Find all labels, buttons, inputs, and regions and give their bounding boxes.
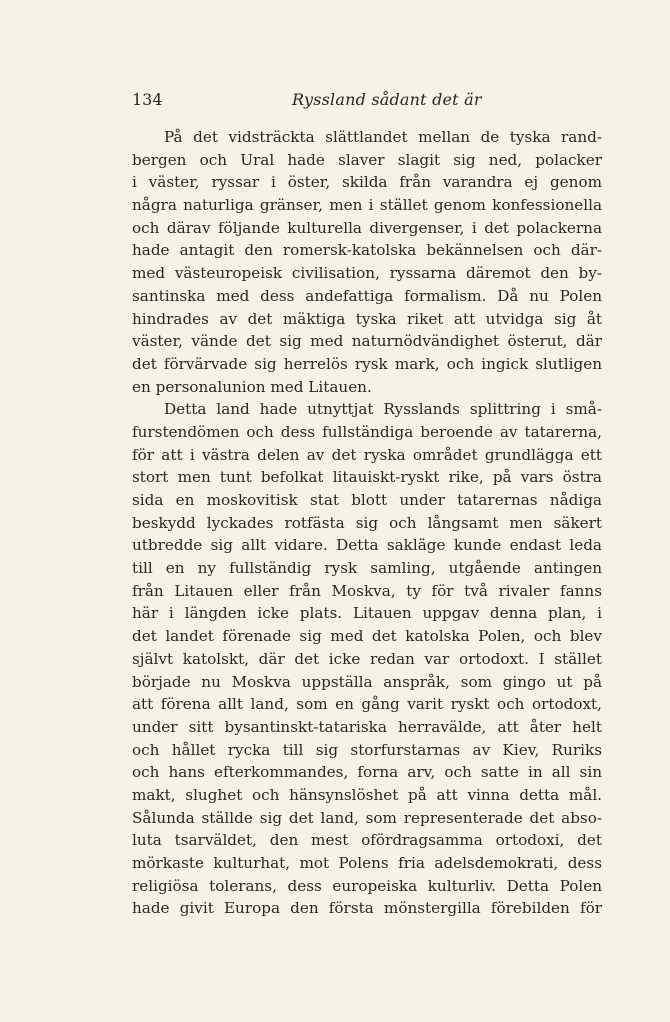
text-line: med västeuropeisk civilisation, ryssarna däremot den by- xyxy=(132,264,602,283)
text-line: utbredde sig allt vidare. Detta sakläge kunde endast leda xyxy=(132,536,602,555)
text-line: från Litauen eller från Moskva, ty för två rivaler fanns xyxy=(132,581,602,600)
text-line: och därav följande kulturella divergenser, i det polackerna xyxy=(132,218,602,237)
text-line: en personalunion med Litauen. xyxy=(132,377,372,396)
text-line: santinska med dess andefattiga formalism. Då nu Polen xyxy=(132,286,602,305)
body-text xyxy=(132,126,602,920)
text-line: det förvärvade sig herrelös rysk mark, och ingick slutligen xyxy=(132,354,602,373)
text-line: Sålunda ställde sig det land, som representerade det abso- xyxy=(132,808,602,827)
text-line: stort men tunt befolkat litauiskt-ryskt rike, på vars östra xyxy=(132,468,602,487)
text-line: och hans efterkommandes, forna arv, och satte in all sin xyxy=(132,763,602,782)
text-line: Detta land hade utnyttjat Rysslands splittring i små- xyxy=(164,400,602,419)
text-line: makt, slughet och hänsynslöshet på att vinna detta mål. xyxy=(132,785,602,804)
text-line: hade givit Europa den första mönstergilla förebilden för xyxy=(132,899,602,918)
running-title: Ryssland sådant det är xyxy=(292,90,482,109)
text-line: självt katolskt, där det icke redan var ortodoxt. I stället xyxy=(132,649,602,668)
text-line: luta tsarväldet, den mest ofördragsamma ortodoxi, det xyxy=(132,831,602,850)
text-line: till en ny fullständig rysk samling, utgående antingen xyxy=(132,559,602,578)
text-line: i väster, ryssar i öster, skilda från varandra ej genom xyxy=(132,173,602,192)
text-line: religiösa tolerans, dess europeiska kulturliv. Detta Polen xyxy=(132,876,602,895)
text-line: och hållet rycka till sig storfurstarnas av Kiev, Ruriks xyxy=(132,740,602,759)
text-line: bergen och Ural hade slaver slagit sig ned, polacker xyxy=(132,150,602,169)
text-line: att förena allt land, som en gång varit ryskt och ortodoxt, xyxy=(132,695,602,714)
text-line: för att i västra delen av det ryska området grundlägga ett xyxy=(132,445,602,464)
text-line: På det vidsträckta slättlandet mellan de tyska rand- xyxy=(164,128,602,146)
page-header xyxy=(132,90,602,114)
text-line: några naturliga gränser, men i stället genom konfessionella xyxy=(132,196,602,215)
text-line: började nu Moskva uppställa anspråk, som gingo ut på xyxy=(132,672,602,691)
text-line: under sitt bysantinskt-tatariska herravälde, att åter helt xyxy=(132,717,602,736)
text-line: det landet förenade sig med det katolska Polen, och blev xyxy=(132,627,602,646)
text-line: hade antagit den romersk-katolska bekännelsen och där- xyxy=(132,241,602,260)
text-line: här i längden icke plats. Litauen uppgav denna plan, i xyxy=(132,604,602,623)
page-number: 134 xyxy=(132,90,163,109)
text-line: väster, vände det sig med naturnödvändighet österut, där xyxy=(132,332,602,351)
text-line: beskydd lyckades rotfästa sig och långsamt men säkert xyxy=(132,513,602,532)
text-line: furstendömen och dess fullständiga beroende av tatarerna, xyxy=(132,422,602,441)
text-line: mörkaste kulturhat, mot Polens fria adelsdemokrati, dess xyxy=(132,854,602,872)
text-line: sida en moskovitisk stat blott under tatarernas nådiga xyxy=(132,491,602,509)
text-line: hindrades av det mäktiga tyska riket att utvidga sig åt xyxy=(132,309,602,328)
